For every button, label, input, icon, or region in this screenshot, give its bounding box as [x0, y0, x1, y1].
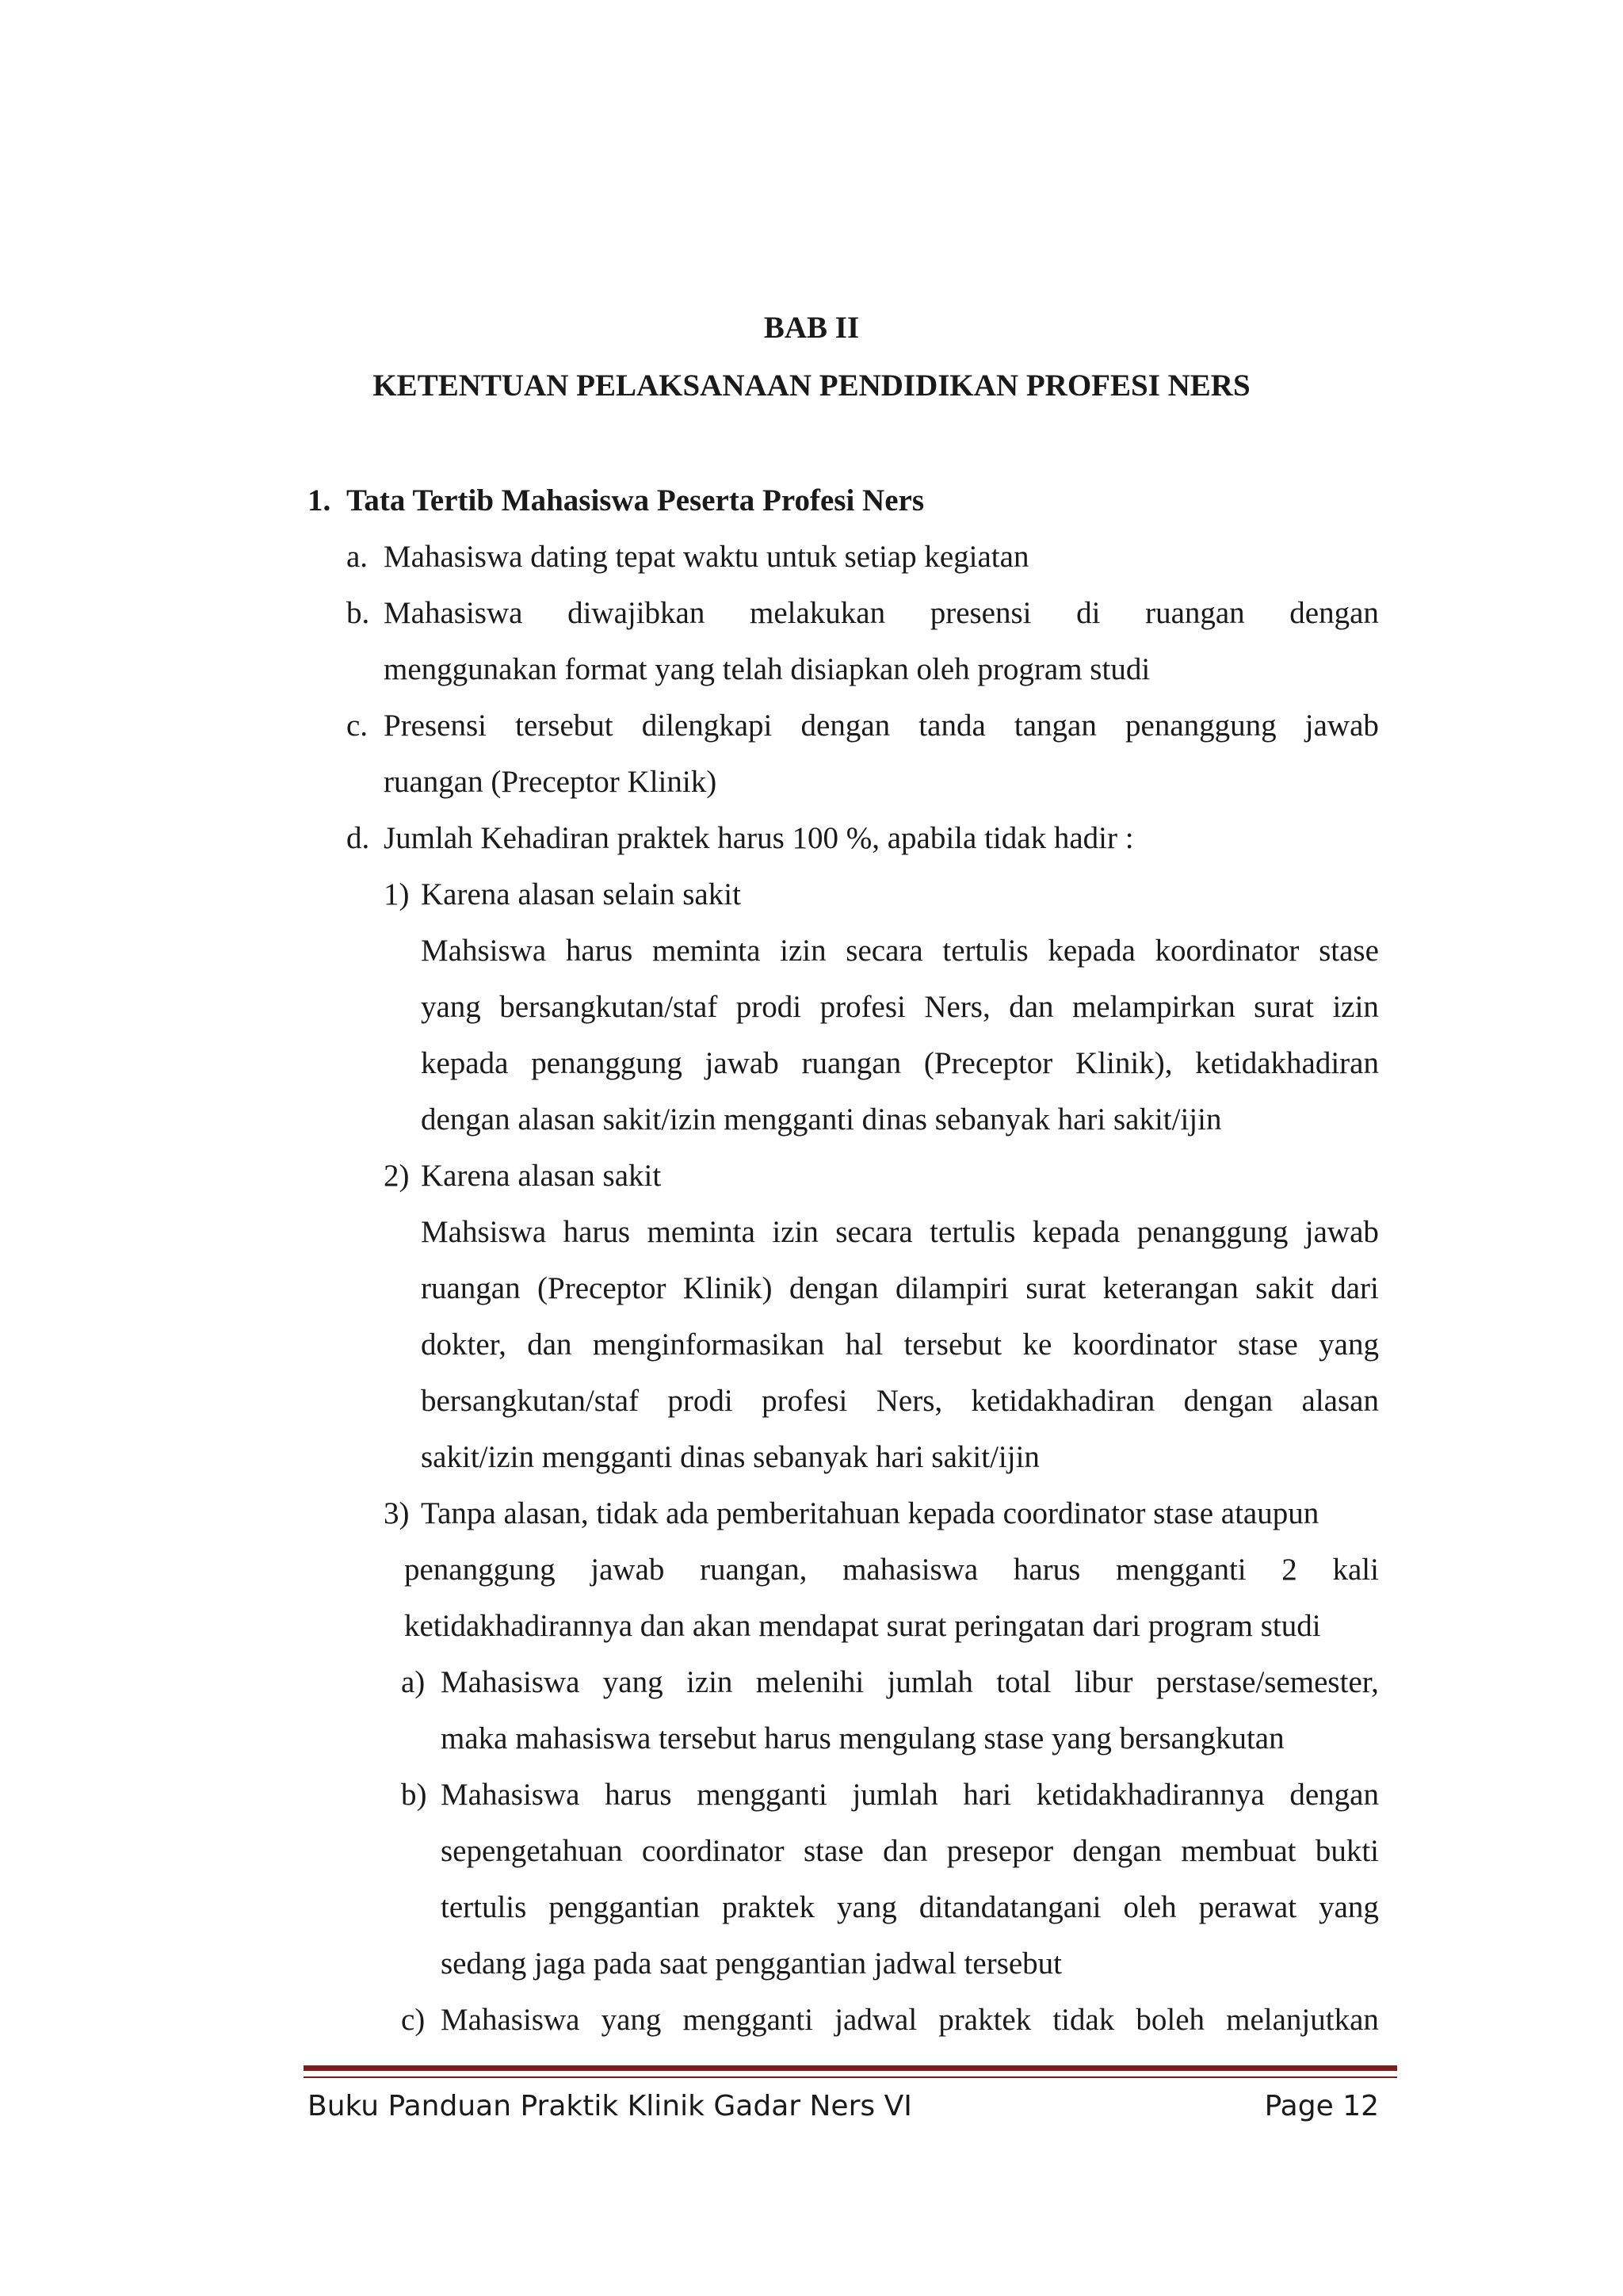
word: kali [1332, 1553, 1379, 1587]
word: stase [1238, 1328, 1298, 1362]
word: hal [845, 1328, 884, 1362]
word: penggantian [548, 1890, 700, 1924]
word: tangan [1014, 709, 1097, 743]
word: perawat [1198, 1890, 1297, 1924]
word: ketidakhadiran [1195, 1046, 1379, 1080]
word: melanjutkan [1226, 2003, 1379, 2037]
word: dilampiri [896, 1271, 1009, 1305]
word: prodi [735, 990, 802, 1024]
word: tersebut [515, 709, 613, 743]
word: Mahasiswa [384, 596, 523, 630]
word: profesi [819, 990, 906, 1024]
list-marker: 3) [384, 1496, 410, 1530]
word: jawab [705, 1046, 779, 1080]
list-item-text: menggunakan format yang telah disiapkan oleh program studi [384, 652, 1151, 686]
word: secara [846, 934, 923, 968]
word: Klinik) [682, 1271, 773, 1305]
word: melakukan [749, 596, 886, 630]
list-marker: a) [401, 1665, 426, 1699]
word: izin [772, 1215, 819, 1249]
word: tersebut [903, 1328, 1002, 1362]
word: dokter, [421, 1328, 506, 1362]
word: Ners, [876, 1384, 943, 1418]
word: bukti [1315, 1834, 1379, 1868]
word: keterangan [1102, 1271, 1239, 1305]
word: coordinator [641, 1834, 785, 1868]
word: stase [1319, 934, 1379, 968]
paragraph-last-line: dengan alasan sakit/izin mengganti dinas sebanyak hari sakit/ijin [421, 1102, 1222, 1137]
word: surat [1254, 990, 1314, 1024]
justified-line [404, 1554, 1379, 1585]
word: presensi [930, 596, 1032, 630]
word: dengan [1183, 1384, 1274, 1418]
word: secara [835, 1215, 913, 1249]
justified-line [421, 1048, 1379, 1079]
word: 2 [1281, 1553, 1297, 1587]
justified-line [421, 1273, 1379, 1304]
sub-item-text: Tanpa alasan, tidak ada pemberitahuan kepada coordinator stase ataupun [421, 1496, 1319, 1530]
word: mahasiswa [842, 1553, 979, 1587]
word: diwajibkan [567, 596, 705, 630]
word: surat [1025, 1271, 1086, 1305]
word: prodi [667, 1384, 733, 1418]
word: melenihi [755, 1665, 865, 1699]
word: Presensi [384, 709, 487, 743]
word: perstase/semester, [1155, 1665, 1379, 1699]
list-marker: 2) [384, 1159, 410, 1193]
word: di [1076, 596, 1101, 630]
word: jawab [590, 1553, 665, 1587]
word: sakit [1255, 1271, 1314, 1305]
word: ketidakhadiran [971, 1384, 1155, 1418]
list-item-text: Jumlah Kehadiran praktek harus 100 %, apabila tidak hadir : [384, 821, 1134, 855]
justified-line [441, 1667, 1379, 1698]
word: jawab [1304, 1215, 1379, 1249]
word: tanda [918, 709, 986, 743]
word: kepada [1048, 934, 1136, 968]
list-marker: b. [346, 596, 370, 630]
justified-line [421, 991, 1379, 1022]
word: dilengkapi [641, 709, 773, 743]
word: Mahasiswa [441, 1665, 580, 1699]
word: tertulis [942, 934, 1029, 968]
word: koordinator [1155, 934, 1300, 968]
word: total [996, 1665, 1052, 1699]
word: Mahsiswa [421, 934, 547, 968]
word: kepada [421, 1046, 509, 1080]
footer-page-number: Page 12 [1264, 2090, 1379, 2122]
word: yang [836, 1890, 897, 1924]
word: Mahasiswa [441, 2003, 580, 2037]
word: tidak [1052, 2003, 1115, 2037]
word: harus [1013, 1553, 1081, 1587]
word: mengganti [697, 1778, 827, 1812]
word: (Preceptor [537, 1271, 666, 1305]
word: dan [527, 1328, 572, 1362]
word: praktek [722, 1890, 815, 1924]
footer-rule-thin [304, 2076, 1397, 2078]
word: sepengetahuan [441, 1834, 623, 1868]
word: ruangan, [700, 1553, 808, 1587]
list-marker: b) [401, 1778, 427, 1812]
word: bersangkutan/staf [499, 990, 718, 1024]
justified-line [421, 935, 1379, 966]
paragraph-last-line: sedang jaga pada saat penggantian jadwal tersebut [441, 1946, 1063, 1981]
word: tertulis [930, 1215, 1016, 1249]
word: koordinator [1072, 1328, 1217, 1362]
word: izin [780, 934, 827, 968]
list-marker: 1) [384, 877, 410, 911]
word: ketidakhadirannya [1036, 1778, 1265, 1812]
word: jadwal [834, 2003, 918, 2037]
list-marker: d. [346, 821, 370, 855]
word: dengan [789, 1271, 879, 1305]
justified-line [421, 1385, 1379, 1416]
word: ruangan [801, 1046, 902, 1080]
word: ruangan [421, 1271, 521, 1305]
word: yang [602, 1665, 663, 1699]
word: (Preceptor [923, 1046, 1053, 1080]
word: Klinik), [1075, 1046, 1173, 1080]
word: bersangkutan/staf [421, 1384, 640, 1418]
paragraph-last-line: ketidakhadirannya dan akan mendapat surat peringatan dari program studi [404, 1609, 1321, 1643]
word: yang [1319, 1328, 1379, 1362]
word: dan [1009, 990, 1054, 1024]
word: mengganti [1116, 1553, 1247, 1587]
list-item-text: Mahasiswa dating tepat waktu untuk setiap kegiatan [384, 540, 1029, 574]
section-title: Tata Tertib Mahasiswa Peserta Profesi Ners [346, 483, 925, 518]
paragraph-last-line: maka mahasiswa tersebut harus mengulang stase yang bersangkutan [441, 1721, 1285, 1755]
word: dari [1331, 1271, 1379, 1305]
word: meminta [647, 1215, 755, 1249]
word: izin [1332, 990, 1379, 1024]
justified-line [441, 1836, 1379, 1866]
word: dengan [1289, 1778, 1379, 1812]
word: alasan [1301, 1384, 1379, 1418]
word: presepor [946, 1834, 1054, 1868]
footer-book-title: Buku Panduan Praktik Klinik Gadar Ners VI [307, 2090, 912, 2122]
word: harus [565, 934, 633, 968]
word: jumlah [887, 1665, 973, 1699]
word: izin [685, 1665, 733, 1699]
word: dan [883, 1834, 928, 1868]
list-marker: a. [346, 540, 369, 574]
word: penanggung [404, 1553, 556, 1587]
word: membuat [1181, 1834, 1296, 1868]
justified-line [441, 2004, 1379, 2035]
justified-line [441, 1779, 1379, 1810]
word: dengan [1072, 1834, 1163, 1868]
word: mengganti [682, 2003, 814, 2037]
justified-line [421, 1329, 1379, 1360]
word: yang [601, 2003, 662, 2037]
word: penanggung [1125, 709, 1277, 743]
list-marker: c. [346, 709, 369, 743]
word: oleh [1123, 1890, 1177, 1924]
word: harus [563, 1215, 631, 1249]
list-item-text: ruangan (Preceptor Klinik) [384, 765, 717, 799]
word: Mahasiswa [441, 1778, 580, 1812]
sub-item-title: Karena alasan selain sakit [421, 877, 741, 911]
word: ruangan [1145, 596, 1245, 630]
word: tertulis [441, 1890, 527, 1924]
word: kepada [1032, 1215, 1121, 1249]
word: libur [1074, 1665, 1133, 1699]
chapter-title: KETENTUAN PELAKSANAAN PENDIDIKAN PROFESI NERS [372, 369, 1251, 403]
word: penanggung [531, 1046, 682, 1080]
word: jawab [1304, 709, 1379, 743]
justified-line [384, 710, 1379, 741]
chapter-heading: BAB II [763, 311, 860, 345]
word: harus [605, 1778, 672, 1812]
footer-rule [304, 2065, 1397, 2071]
word: stase [804, 1834, 864, 1868]
section-number: 1. [307, 483, 331, 518]
word: profesi [762, 1384, 848, 1418]
word: dengan [800, 709, 891, 743]
justified-line [421, 1217, 1379, 1247]
paragraph-last-line: sakit/izin mengganti dinas sebanyak hari sakit/ijin [421, 1440, 1040, 1474]
justified-line [441, 1892, 1379, 1923]
word: jumlah [852, 1778, 938, 1812]
word: menginformasikan [592, 1328, 825, 1362]
word: yang [1319, 1890, 1379, 1924]
word: Mahsiswa [421, 1215, 547, 1249]
word: Ners, [924, 990, 991, 1024]
word: ke [1022, 1328, 1052, 1362]
word: dengan [1289, 596, 1379, 630]
justified-line [384, 598, 1379, 628]
word: boleh [1136, 2003, 1205, 2037]
word: praktek [938, 2003, 1032, 2037]
word: yang [421, 990, 481, 1024]
word: penanggung [1136, 1215, 1289, 1249]
word: meminta [651, 934, 761, 968]
sub-item-title: Karena alasan sakit [421, 1159, 662, 1193]
word: melampirkan [1071, 990, 1235, 1024]
word: ditandatangani [918, 1890, 1102, 1924]
list-marker: c) [401, 2003, 426, 2037]
word: hari [963, 1778, 1012, 1812]
